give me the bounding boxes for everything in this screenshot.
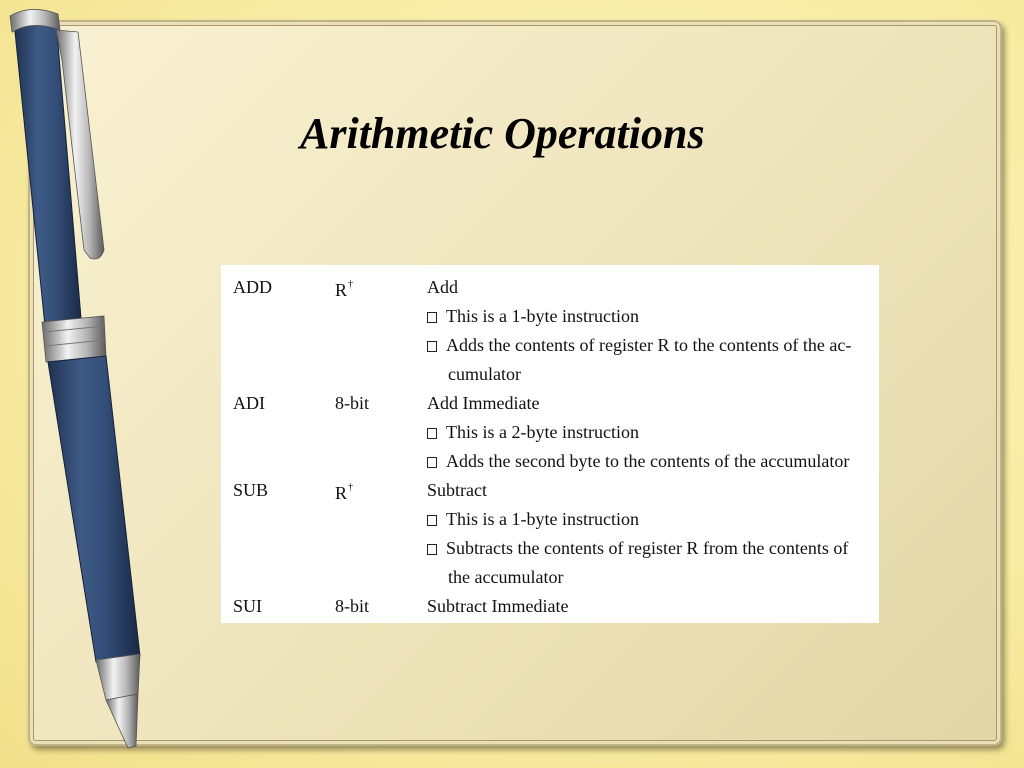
checkbox-bullet-icon (427, 515, 437, 526)
bullet-line: Subtracts the contents of register R from the contents of (221, 534, 879, 562)
checkbox-bullet-icon (427, 428, 437, 439)
mnemonic-cell: ADI (233, 393, 265, 413)
continuation-line: cumulator (448, 364, 521, 384)
bullet-line: This is a 2-byte instruction (221, 418, 879, 446)
operand-cell: 8-bit (335, 596, 369, 616)
bullet-line: Adds the second byte to the contents of the accumulator (221, 447, 879, 475)
bullet-line: This is a 1-byte instruction (221, 505, 879, 533)
bullet-line: This is a 1-byte instruction (221, 302, 879, 330)
checkbox-bullet-icon (427, 341, 437, 352)
table-row (221, 273, 879, 301)
checkbox-bullet-icon (427, 312, 437, 323)
pen-illustration (0, 0, 160, 768)
mnemonic-cell: SUB (233, 480, 269, 500)
table-row (221, 592, 879, 620)
checkbox-bullet-icon (427, 544, 437, 555)
dagger-mark: † (348, 482, 354, 493)
description-cell: Subtract Immediate (427, 596, 569, 616)
dagger-mark: † (348, 279, 354, 290)
slide-title: Arithmetic Operations (300, 109, 705, 158)
bullet-line: Adds the contents of register R to the contents of the ac- (221, 331, 879, 359)
mnemonic-cell: ADD (233, 277, 272, 297)
table-row (221, 389, 879, 417)
table-row (221, 476, 879, 504)
operand-cell: R† (335, 482, 354, 503)
description-cell: Add (427, 277, 458, 297)
description-cell: Subtract (427, 480, 487, 500)
operand-cell: 8-bit (335, 393, 369, 413)
instruction-table (221, 265, 879, 623)
mnemonic-cell: SUI (233, 596, 263, 616)
checkbox-bullet-icon (427, 457, 437, 468)
description-cell: Add Immediate (427, 393, 540, 413)
continuation-line: the accumulator (448, 567, 564, 587)
operand-cell: R† (335, 279, 354, 300)
